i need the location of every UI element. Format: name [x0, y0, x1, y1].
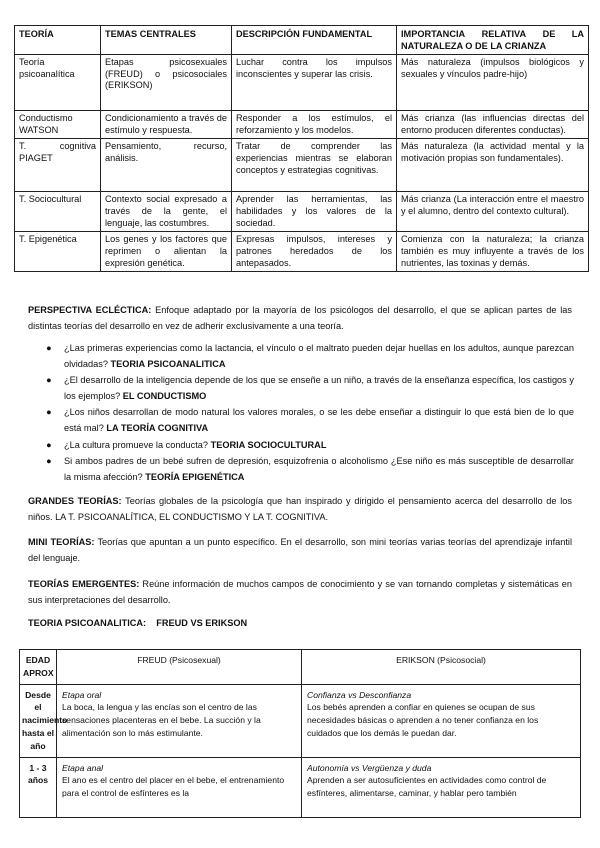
- description-cell: Tratar de comprender las experiencias mientras se elaboran conceptos y estrategias cognitivas.: [232, 139, 397, 192]
- themes-cell: Condicionamiento a través de estímulo y respuesta.: [101, 111, 232, 139]
- header-importance-word2: RELATIVA: [481, 29, 527, 39]
- age-cell: 1 - 3 años: [20, 757, 57, 817]
- table-row: [20, 757, 581, 817]
- mini-theories-paragraph: [28, 534, 572, 566]
- themes-cell: Etapas psicosexuales (FREUD) o psicosociales (ERIKSON): [101, 55, 232, 111]
- theory-cell: T. Sociocultural: [15, 192, 101, 232]
- list-item: [28, 404, 574, 436]
- description-cell: Aprender las herramientas, las habilidades y los valores de la sociedad.: [232, 192, 397, 232]
- erikson-stage: Autonomía vs Vergüenza y duda: [307, 762, 432, 773]
- theories-table-header: [15, 26, 589, 55]
- header-importance: [397, 26, 589, 55]
- bullet-icon: ●: [46, 343, 52, 353]
- grand-theories-text: Teorías globales de la psicología que han inspirado y dirigido el pensamiento acerca del desarrollo de los niños. LA T. PSICOANALÍTICA, EL CONDUCTISMO Y LA T. COGNITIVA.: [28, 496, 572, 522]
- header-themes: TEMAS CENTRALES: [101, 26, 232, 55]
- question-text: ¿Las primeras experiencias como la lactancia, el vínculo o el maltrato pueden dejar huellas en los adultos, aunque parezcan olvidadas?: [64, 343, 574, 370]
- themes-cell: Contexto social expresado a través de la gente, el lenguaje, las costumbres.: [101, 192, 232, 232]
- bullet-icon: ●: [46, 407, 52, 418]
- erikson-cell: [302, 684, 581, 757]
- theory-cell: Teoría psicoanalítica: [15, 55, 101, 111]
- question-text: ¿Los niños desarrollan de modo natural los valores morales, o se les debe enseñar a distinguir lo que está bien de lo que está mal?: [64, 407, 574, 434]
- list-item: [28, 372, 574, 404]
- header-importance-word4: LA: [571, 29, 584, 39]
- freud-erikson-header: [20, 650, 581, 685]
- freud-cell: [57, 684, 302, 757]
- psychoanalytic-heading: TEORIA PSICOANALITICA: FREUD VS ERIKSON: [28, 618, 248, 628]
- emerging-theories-paragraph: [28, 576, 572, 608]
- importance-cell: Más crianza (las influencias directas del entorno producen diferentes conductas).: [397, 111, 589, 139]
- header-erikson: ERIKSON (Psicosocial): [302, 650, 581, 685]
- question-answer: TEORÍA EPIGENÉTICA: [145, 471, 245, 482]
- importance-cell: Más naturaleza (la actividad mental y la motivación propias son fundamentales).: [397, 139, 589, 192]
- header-importance-line2: NATURALEZA O DE LA CRIANZA: [401, 40, 547, 51]
- grand-theories-paragraph: [28, 493, 572, 525]
- description-cell: Responder a los estímulos, el reforzamiento y los modelos.: [232, 111, 397, 139]
- freud-stage: Etapa anal: [62, 762, 104, 773]
- eclectic-paragraph: [28, 302, 572, 334]
- description-cell: Luchar contra los impulsos inconscientes y superar las crisis.: [232, 55, 397, 111]
- header-freud: FREUD (Psicosexual): [57, 650, 302, 685]
- table-row: [15, 192, 589, 232]
- header-importance-word1: IMPORTANCIA: [401, 29, 466, 39]
- grand-theories-label: GRANDES TEORÍAS:: [28, 496, 122, 506]
- themes-cell: Los genes y los factores que reprimen o alientan la expresión genética.: [101, 232, 232, 272]
- question-text: ¿El desarrollo de la inteligencia depende de los que se enseñe a un niño, a través de la enseñanza específica, los castigos y los ejemplos?: [64, 375, 574, 402]
- age-cell: Desde el nacimiento hasta el año: [20, 684, 57, 757]
- importance-cell: Más crianza (La interacción entre el maestro y el alumno, dentro del contexto cultural).: [397, 192, 589, 232]
- questions-list: [28, 340, 574, 485]
- table-row: [15, 55, 589, 111]
- theories-table: [14, 25, 589, 272]
- question-text: ¿La cultura promueve la conducta?: [64, 439, 211, 450]
- header-description: DESCRIPCIÓN FUNDAMENTAL: [232, 26, 397, 55]
- description-cell: Expresas impulsos, intereses y patrones heredados de los antepasados.: [232, 232, 397, 272]
- freud-stage: Etapa oral: [62, 689, 102, 700]
- question-text: Si ambos padres de un bebé sufren de depresión, esquizofrenia o alcoholismo ¿Ese niño es más susceptible de desarrollar la misma afección?: [64, 455, 574, 482]
- question-answer: EL CONDUCTISMO: [122, 391, 207, 402]
- header-importance-word3: DE: [542, 29, 556, 39]
- erikson-description: Los bebés aprenden a confiar en quienes se ocupan de sus necesidades básicas o aprenden a no tener confianza en los cuidados que los demás le puedan dar.: [307, 702, 539, 738]
- eclectic-label: PERSPECTIVA ECLÉCTICA:: [28, 305, 152, 315]
- freud-erikson-table: [19, 649, 581, 818]
- mini-theories-text: Teorías que apuntan a un punto específico. En el desarrollo, son mini teorías varias teorías del aprendizaje infantil del lenguaje.: [28, 537, 572, 563]
- importance-cell: Más naturaleza (impulsos biológicos y sexuales y vínculos padre-hijo): [397, 55, 589, 111]
- bullet-icon: ●: [46, 455, 52, 466]
- erikson-description: Aprenden a ser autosuficientes en actividades como control de esfínteres, alimentarse, caminar, y hablar pero también: [307, 775, 547, 799]
- list-item: [28, 437, 574, 453]
- theory-cell: Conductismo WATSON: [15, 111, 101, 139]
- freud-description: La boca, la lengua y las encías son el centro de las sensaciones placenteras en el bebe. La succión y la alimentación son lo más estimulante.: [62, 702, 261, 738]
- theory-cell: T. cognitiva PIAGET: [15, 139, 101, 192]
- bullet-icon: ●: [46, 375, 52, 386]
- list-item: [28, 453, 574, 485]
- erikson-cell: [302, 757, 581, 817]
- importance-cell: Comienza con la naturaleza; la crianza también es muy influyente a través de los nutrientes, las toxinas y demás.: [397, 232, 589, 272]
- emerging-theories-text: Reúne información de muchos campos de conocimiento y se van tornando completas y sistemáticas en sus interpretaciones del desarrollo.: [28, 579, 572, 605]
- table-row: [20, 684, 581, 757]
- header-age: EDAD APROX: [20, 650, 57, 685]
- table-row: [15, 111, 589, 139]
- question-answer: TEORIA PSICOANALITICA: [110, 359, 226, 370]
- mini-theories-label: MINI TEORÍAS:: [28, 537, 95, 547]
- erikson-stage: Confianza vs Desconfianza: [307, 689, 412, 700]
- themes-cell: Pensamiento, recurso, análisis.: [101, 139, 232, 192]
- theory-cell: T. Epigenética: [15, 232, 101, 272]
- emerging-theories-label: TEORÍAS EMERGENTES:: [28, 579, 140, 589]
- freud-cell: [57, 757, 302, 817]
- header-theory: TEORÍA: [15, 26, 101, 55]
- table-row: [15, 232, 589, 272]
- eclectic-text: Enfoque adaptado por la mayoría de los psicólogos del desarrollo, el que se aplican partes de las distintas teorías del desarrollo en vez de adherir exclusivamente a una teoría.: [28, 305, 573, 331]
- freud-description: El ano es el centro del placer en el bebe, el entrenamiento para el control de esfínteres es la: [62, 775, 285, 799]
- bullet-icon: ●: [46, 439, 52, 450]
- question-answer: LA TEORÍA COGNITIVA: [106, 423, 209, 434]
- table-row: [15, 139, 589, 192]
- list-item: [28, 340, 574, 372]
- question-answer: TEORIA SOCIOCULTURAL: [210, 439, 327, 450]
